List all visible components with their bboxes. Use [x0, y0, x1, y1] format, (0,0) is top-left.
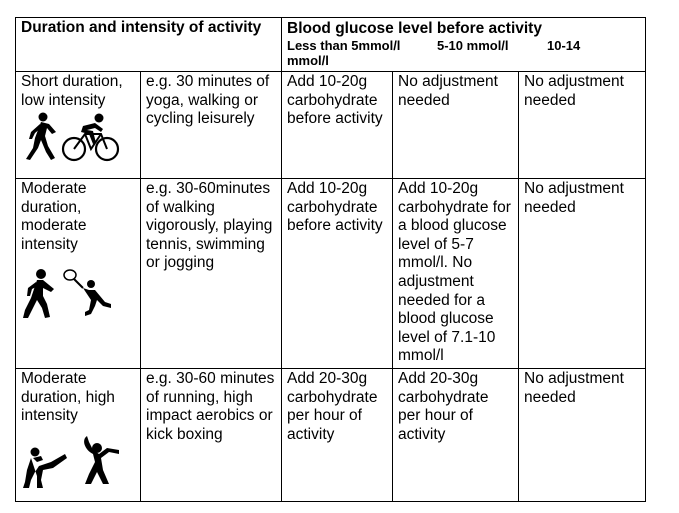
mid-glucose-text: Add 20-30g carbohydrate per hour of activity [398, 369, 489, 443]
low-glucose-text: Add 20-30g carbohydrate per hour of activity [287, 369, 378, 443]
table-row [16, 179, 646, 369]
header-row [16, 18, 646, 72]
range-high-label-cont: mmol/l [287, 53, 329, 68]
header-glucose-ranges [287, 38, 640, 53]
cyclist-icon [61, 112, 121, 162]
example-text: e.g. 30 minutes of yoga, walking or cycling leisurely [146, 73, 270, 128]
activity-label: Moderate duration, high intensity [21, 369, 115, 425]
high-glucose-cell [519, 368, 646, 501]
low-glucose-text: Add 10-20g carbohydrate before activity [287, 73, 383, 128]
activity-cell [16, 368, 141, 501]
activity-label: Moderate duration, moderate intensity [21, 180, 87, 253]
low-glucose-cell [282, 72, 393, 179]
range-low-label: Less than 5mmol/l [287, 38, 401, 53]
kickboxer-icon [21, 440, 69, 490]
mid-glucose-cell [393, 368, 519, 501]
example-cell [141, 368, 282, 501]
example-cell [141, 72, 282, 179]
example-cell [141, 179, 282, 369]
activity-table [15, 17, 646, 502]
mid-glucose-cell [393, 179, 519, 369]
high-glucose-cell [519, 179, 646, 369]
aerobics-icon [73, 434, 123, 486]
activity-icons [21, 268, 135, 320]
range-high-label: 10-14 [547, 38, 581, 53]
activity-icons [21, 440, 135, 492]
mid-glucose-cell [393, 72, 519, 179]
header-activity-label: Duration and intensity of activity [21, 19, 262, 36]
tennis-player-icon [61, 268, 115, 318]
table-row [16, 368, 646, 501]
activity-icons [21, 112, 135, 164]
high-glucose-text: No adjustment needed [524, 180, 624, 216]
mid-glucose-text: No adjustment needed [398, 73, 498, 109]
high-glucose-text: No adjustment needed [524, 73, 624, 109]
mid-glucose-text: Add 10-20g carbohydrate for a blood glucose level of 5-7 mmol/l. No adjustment needed for a blood glucose level of 7.1-10 mmol/l [398, 180, 511, 365]
low-glucose-cell [282, 179, 393, 369]
activity-label: Short duration, low intensity [21, 73, 123, 109]
activity-cell [16, 179, 141, 369]
header-glucose [282, 18, 646, 72]
walking-person-icon [21, 112, 61, 162]
low-glucose-cell [282, 368, 393, 501]
header-glucose-title: Blood glucose level before activity [287, 20, 542, 37]
table-row [16, 72, 646, 179]
jogger-icon [21, 268, 57, 320]
example-text: e.g. 30-60 minutes of running, high impact aerobics or kick boxing [146, 369, 275, 443]
high-glucose-text: No adjustment needed [524, 369, 624, 406]
header-activity [16, 18, 282, 72]
activity-cell [16, 72, 141, 179]
high-glucose-cell [519, 72, 646, 179]
range-mid-label: 5-10 mmol/l [437, 38, 509, 53]
low-glucose-text: Add 10-20g carbohydrate before activity [287, 180, 383, 235]
example-text: e.g. 30-60minutes of walking vigorously, playing tennis, swimming or jogging [146, 180, 273, 272]
